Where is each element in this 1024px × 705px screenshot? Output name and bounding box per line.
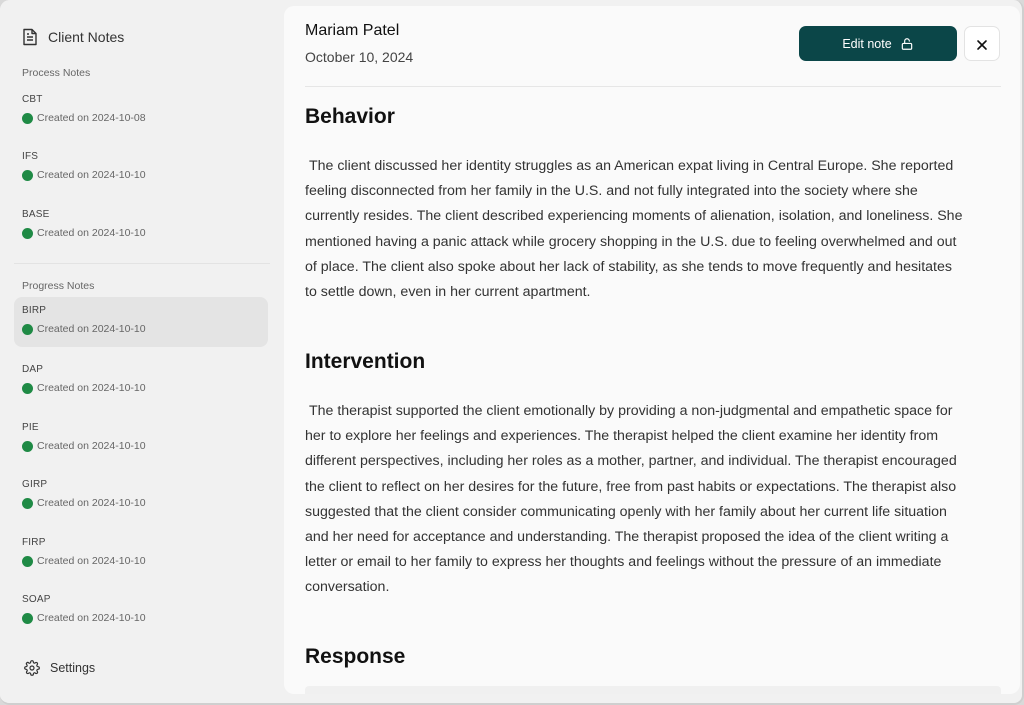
status-dot-icon: [22, 441, 33, 452]
note-item-firp[interactable]: [14, 529, 268, 579]
note-item-base[interactable]: [14, 201, 268, 251]
note-item-meta: [22, 323, 260, 335]
section-body-behavior: The client discussed her identity struggles as an American expat living in Central Europe. She reported feeling disconnected from her family in the U.S. and not fully integrated into the society where she currently resides. The client described experiencing moments of alienation, isolation, and loneliness. She mentioned having a panic attack while grocery shopping in the U.S. due to feeling overwhelmed and out of place. The client also spoke about her lack of stability, as she tends to move frequently and hesitates to settle down, even in her current apartment.: [305, 158, 963, 301]
note-created-date: Created on 2024-10-10: [37, 227, 146, 239]
section-body-intervention: The therapist supported the client emotionally by providing a non-judgmental and empathetic space for her to explore her feelings and experiences. The therapist helped the client examine her identity from different perspectives, including her roles as a mother, partner, and individual. The therapist encouraged the client to reflect on her desires for the future, free from past habits or expectations. The therapist also suggested that the client consider communicating openly with her family about her current life situation and her need for acceptance and understanding. The therapist proposed the idea of the client writing a letter or email to her family to express her thoughts and feelings without the pressure of an immediate conversation.: [305, 403, 957, 596]
note-date: October 10, 2024: [305, 49, 414, 65]
note-item-name: PIE: [22, 422, 39, 433]
note-item-name: SOAP: [22, 594, 51, 605]
status-dot-icon: [22, 113, 33, 124]
note-item-meta: [22, 497, 260, 509]
note-header: [305, 6, 1001, 87]
note-item-meta: [22, 440, 260, 452]
note-item-name: BIRP: [22, 305, 47, 316]
close-button[interactable]: [964, 26, 1000, 61]
section-title-intervention: Intervention: [305, 350, 426, 373]
sidebar-title: Client Notes: [48, 29, 125, 45]
note-created-date: Created on 2024-10-10: [37, 497, 146, 509]
note-item-name: DAP: [22, 364, 44, 375]
sidebar: [0, 0, 284, 703]
note-item-name: IFS: [22, 151, 39, 162]
edit-note-button[interactable]: [799, 26, 957, 61]
sidebar-divider: [14, 263, 270, 264]
note-panel: [284, 6, 1020, 694]
note-item-name: BASE: [22, 209, 50, 220]
note-item-name: GIRP: [22, 479, 48, 490]
note-item-meta: [22, 382, 260, 394]
note-created-date: Created on 2024-10-10: [37, 555, 146, 567]
status-dot-icon: [22, 228, 33, 239]
note-item-meta: [22, 612, 260, 624]
note-item-meta: [22, 112, 260, 124]
status-dot-icon: [22, 383, 33, 394]
note-item-girp[interactable]: [14, 471, 268, 521]
section-title-behavior: Behavior: [305, 105, 395, 128]
section-title-response: Response: [305, 645, 406, 668]
note-created-date: Created on 2024-10-10: [37, 612, 146, 624]
settings-label: Settings: [50, 661, 96, 675]
note-created-date: Created on 2024-10-10: [37, 382, 146, 394]
note-item-meta: [22, 169, 260, 181]
status-dot-icon: [22, 498, 33, 509]
note-item-soap[interactable]: [14, 586, 268, 636]
note-item-ifs[interactable]: [14, 143, 268, 193]
progress-notes-label: Progress Notes: [22, 280, 95, 292]
note-item-birp[interactable]: [14, 297, 268, 347]
note-created-date: Created on 2024-10-10: [37, 323, 146, 335]
client-name: Mariam Patel: [305, 22, 400, 39]
note-created-date: Created on 2024-10-08: [37, 112, 146, 124]
status-dot-icon: [22, 556, 33, 567]
sidebar-header: [22, 28, 124, 46]
response-body: [305, 686, 1001, 694]
note-item-meta: [22, 227, 260, 239]
note-created-date: Created on 2024-10-10: [37, 169, 146, 181]
document-icon: [22, 28, 38, 46]
note-item-meta: [22, 555, 260, 567]
note-item-name: FIRP: [22, 537, 46, 548]
note-item-name: CBT: [22, 94, 43, 105]
edit-note-label: Edit note: [842, 36, 892, 51]
process-notes-label: Process Notes: [22, 67, 91, 79]
note-created-date: Created on 2024-10-10: [37, 440, 146, 452]
unlock-icon: [900, 37, 914, 51]
settings-button[interactable]: [24, 660, 95, 676]
note-item-pie[interactable]: [14, 414, 268, 464]
note-item-dap[interactable]: [14, 356, 268, 406]
status-dot-icon: [22, 170, 33, 181]
close-icon: [976, 38, 988, 50]
note-item-cbt[interactable]: [14, 86, 268, 136]
status-dot-icon: [22, 613, 33, 624]
gear-icon: [24, 660, 40, 676]
status-dot-icon: [22, 324, 33, 335]
